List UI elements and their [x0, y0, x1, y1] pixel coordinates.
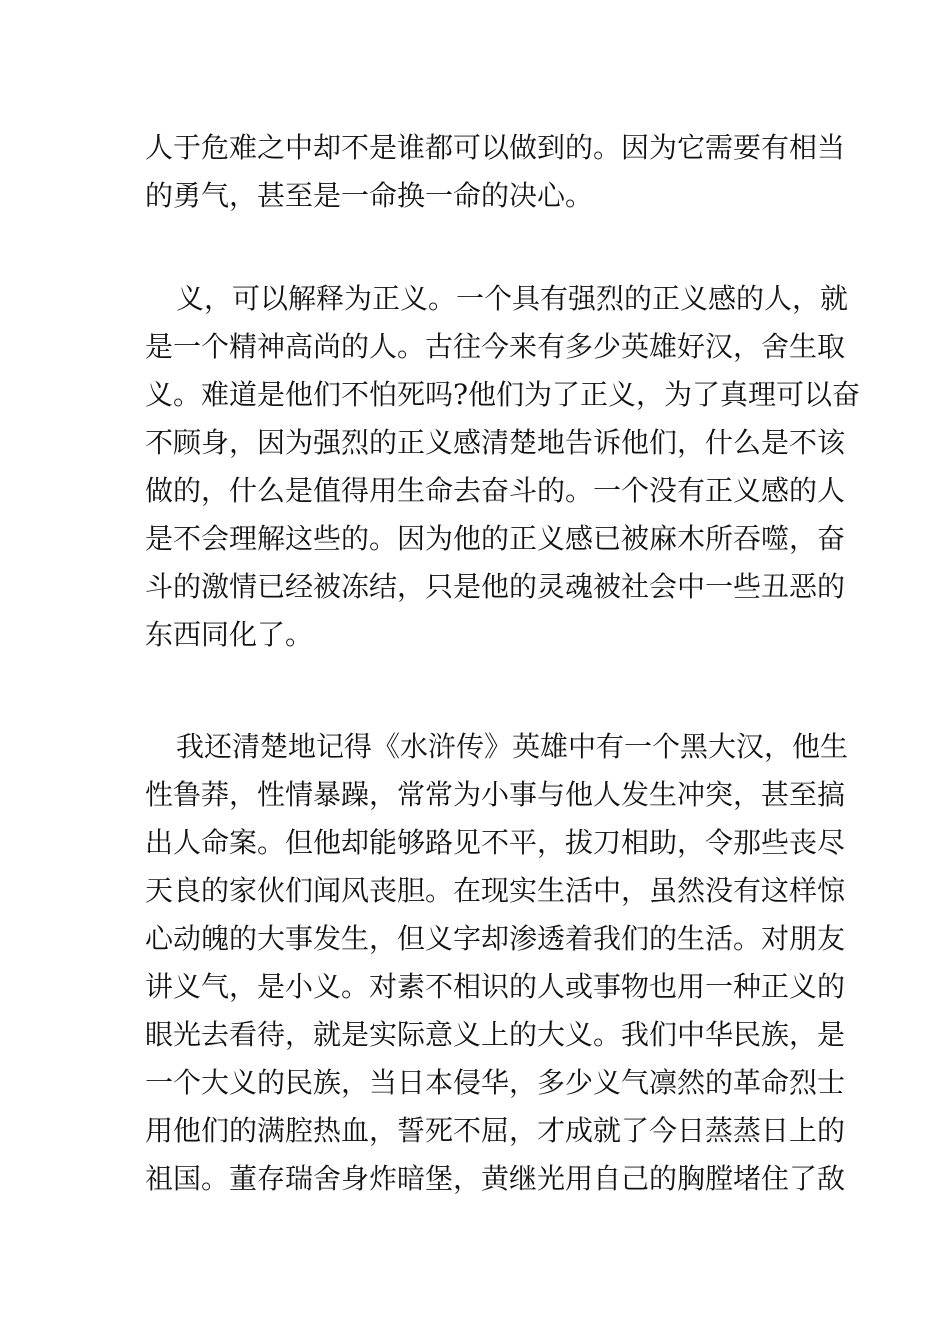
text-line: 出人命案。但他却能够路见不平，拔刀相助，令那些丧尽	[145, 826, 846, 859]
text-line: 的勇气，甚至是一命换一命的决心。	[145, 179, 594, 212]
text-line: 不顾身，因为强烈的正义感清楚地告诉他们，什么是不该	[145, 426, 846, 459]
text-line: 一个大义的民族，当日本侵华，多少义气凛然的革命烈士	[145, 1066, 846, 1099]
text-line: 我还清楚地记得《水浒传》英雄中有一个黑大汉，他生	[176, 730, 849, 763]
text-line: 天良的家伙们闻风丧胆。在现实生活中，虽然没有这样惊	[145, 874, 846, 907]
text-line: 讲义气，是小义。对素不相识的人或事物也用一种正义的	[145, 970, 846, 1003]
text-line: 性鲁莽，性情暴躁，常常为小事与他人发生冲突，甚至搞	[145, 778, 846, 811]
text-line: 用他们的满腔热血，誓死不屈，才成就了今日蒸蒸日上的	[145, 1114, 846, 1147]
text-line: 做的，什么是值得用生命去奋斗的。一个没有正义感的人	[145, 474, 846, 507]
text-line: 人于危难之中却不是谁都可以做到的。因为它需要有相当	[145, 131, 846, 164]
text-line: 东西同化了。	[145, 618, 314, 651]
text-line: 祖国。董存瑞舍身炸暗堡，黄继光用自己的胸膛堵住了敌	[145, 1162, 846, 1195]
text-line: 义，可以解释为正义。一个具有强烈的正义感的人，就	[176, 282, 849, 315]
text-line: 是一个精神高尚的人。古往今来有多少英雄好汉，舍生取	[145, 330, 846, 363]
text-line: 是不会理解这些的。因为他的正义感已被麻木所吞噬，奋	[145, 522, 846, 555]
text-line: 眼光去看待，就是实际意义上的大义。我们中华民族，是	[145, 1018, 846, 1051]
text-line: 心动魄的大事发生，但义字却渗透着我们的生活。对朋友	[145, 922, 846, 955]
text-line: 斗的激情已经被冻结，只是他的灵魂被社会中一些丑恶的	[145, 570, 846, 603]
text-line: 义。难道是他们不怕死吗?他们为了正义，为了真理可以奋	[145, 378, 861, 411]
